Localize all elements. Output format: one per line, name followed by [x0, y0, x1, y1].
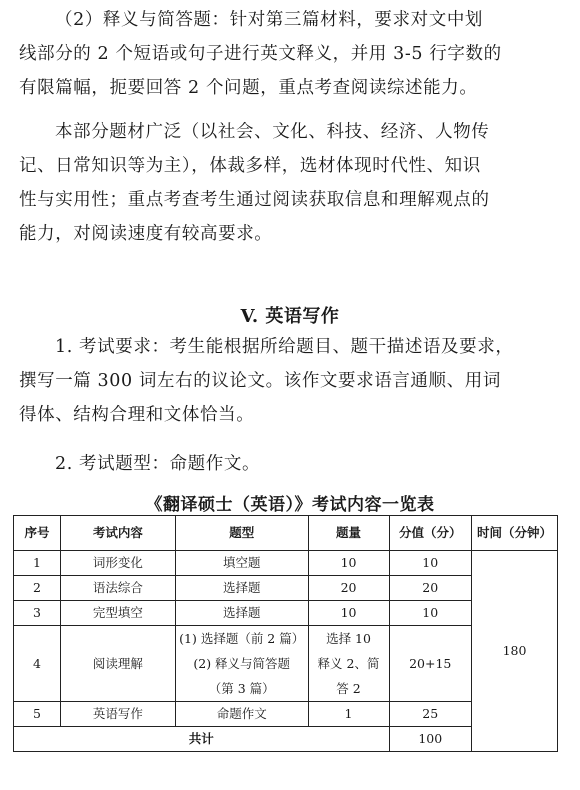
- column-header: 考试内容: [60, 516, 175, 551]
- text-line: 能力，对阅读速度有较高要求。: [19, 224, 273, 244]
- table-row: [14, 551, 558, 576]
- score-cell: 10: [389, 601, 471, 626]
- question-count-cell: 10: [308, 551, 389, 576]
- row-number: 4: [14, 626, 61, 702]
- question-count-cell: 10: [308, 601, 389, 626]
- total-label: 共计: [14, 727, 390, 752]
- text-line: 本部分题材广泛（以社会、文化、科技、经济、人物传: [55, 122, 490, 142]
- paragraph-writing-requirement: [19, 330, 559, 432]
- score-cell: 25: [389, 702, 471, 727]
- cell-line: 释义 2、简: [317, 656, 380, 671]
- question-type-cell: 选择题: [175, 576, 308, 601]
- paragraph-reading-scope: [19, 115, 559, 251]
- time-cell: 180: [471, 551, 557, 752]
- score-cell: 20: [389, 576, 471, 601]
- text-line: 得体、结构合理和文体恰当。: [19, 405, 255, 425]
- row-number: 3: [14, 601, 61, 626]
- row-number: 2: [14, 576, 61, 601]
- text-line: 撰写一篇 300 词左右的议论文。该作文要求语言通顺、用词: [19, 371, 501, 391]
- score-cell: 20+15: [389, 626, 471, 702]
- row-number: 5: [14, 702, 61, 727]
- paragraph-writing-type: [19, 447, 559, 481]
- exam-content-table: [13, 515, 558, 752]
- question-count-cell: [308, 626, 389, 702]
- question-type-cell: 选择题: [175, 601, 308, 626]
- section-heading: V. 英语写作: [240, 306, 340, 327]
- text-line: 2. 考试题型：命题作文。: [55, 454, 261, 474]
- cell-line: （第 3 篇）: [208, 681, 275, 696]
- exam-content-cell: 阅读理解: [60, 626, 175, 702]
- cell-line: 选择 10: [326, 631, 371, 646]
- paragraph-reading-explanation: [19, 3, 559, 105]
- column-header: 分值（分）: [389, 516, 471, 551]
- row-number: 1: [14, 551, 61, 576]
- exam-content-cell: 词形变化: [60, 551, 175, 576]
- table-header-row: [14, 516, 558, 551]
- total-score: 100: [389, 727, 471, 752]
- cell-line: (1) 选择题（前 2 篇）: [179, 631, 305, 646]
- cell-line: (2) 释义与简答题: [193, 656, 291, 671]
- question-type-cell: 填空题: [175, 551, 308, 576]
- question-type-cell: [175, 626, 308, 702]
- text-line: 有限篇幅，扼要回答 2 个问题，重点考查阅读综述能力。: [19, 78, 478, 98]
- column-header: 时间（分钟）: [471, 516, 557, 551]
- column-header: 题型: [175, 516, 308, 551]
- text-line: 1. 考试要求：考生能根据所给题目、题干描述语及要求，: [55, 337, 514, 357]
- table-title: 《翻译硕士（英语）》考试内容一览表: [145, 495, 435, 515]
- score-cell: 10: [389, 551, 471, 576]
- text-line: 记、日常知识等为主），体裁多样，选材体现时代性、知识: [19, 156, 481, 176]
- column-header: 序号: [14, 516, 61, 551]
- column-header: 题量: [308, 516, 389, 551]
- question-count-cell: 20: [308, 576, 389, 601]
- question-type-cell: 命题作文: [175, 702, 308, 727]
- exam-content-cell: 英语写作: [60, 702, 175, 727]
- cell-line: 答 2: [336, 681, 361, 696]
- question-count-cell: 1: [308, 702, 389, 727]
- text-line: 性与实用性；重点考查考生通过阅读获取信息和理解观点的: [19, 190, 490, 210]
- exam-content-cell: 语法综合: [60, 576, 175, 601]
- exam-content-cell: 完型填空: [60, 601, 175, 626]
- text-line: 线部分的 2 个短语或句子进行英文释义，并用 3-5 行字数的: [19, 44, 502, 64]
- text-line: （2）释义与简答题：针对第三篇材料，要求对文中划: [55, 10, 484, 30]
